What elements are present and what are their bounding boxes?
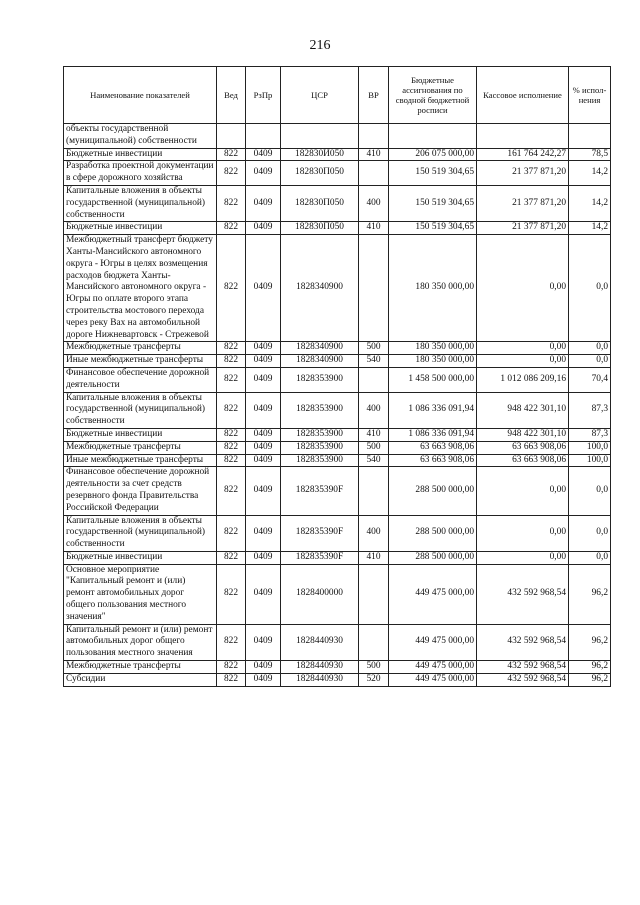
header-vr: ВР (359, 67, 389, 124)
cell-pct: 0,0 (569, 467, 611, 515)
cell-name: Межбюджетные трансферты (64, 441, 217, 454)
cell-vr: 400 (359, 515, 389, 551)
header-csr: ЦСР (281, 67, 359, 124)
table-row (64, 392, 611, 428)
cell-pct: 96,2 (569, 564, 611, 624)
cell-name: Субсидии (64, 673, 217, 686)
cell-assign: 1 086 336 091,94 (389, 392, 477, 428)
table-row (64, 185, 611, 221)
cell-assign: 1 458 500 000,00 (389, 367, 477, 392)
cell-pct: 70,4 (569, 367, 611, 392)
cell-pct: 14,2 (569, 222, 611, 235)
budget-table (63, 66, 611, 687)
table-row (64, 148, 611, 161)
header-name: Наименование показателей (64, 67, 217, 124)
cell-rzpr: 0409 (246, 467, 281, 515)
cell-vr: 500 (359, 342, 389, 355)
cell-rzpr: 0409 (246, 515, 281, 551)
cell-vr: 540 (359, 355, 389, 368)
cell-assign (389, 124, 477, 149)
cell-csr: 1828340900 (281, 342, 359, 355)
cell-vr (359, 235, 389, 342)
header-cash: Кассовое исполнение (477, 67, 569, 124)
cell-cash: 1 012 086 209,16 (477, 367, 569, 392)
cell-cash: 0,00 (477, 467, 569, 515)
cell-name: Разработка проектной документации в сфере дорожного хозяйства (64, 161, 217, 186)
cell-rzpr: 0409 (246, 454, 281, 467)
cell-ved: 822 (217, 342, 246, 355)
cell-name: Основное мероприятие "Капитальный ремонт и (или) ремонт автомобильных дорог общего пользования местного значения" (64, 564, 217, 624)
cell-ved: 822 (217, 661, 246, 674)
cell-vr: 400 (359, 185, 389, 221)
cell-pct: 0,0 (569, 355, 611, 368)
cell-cash: 948 422 301,10 (477, 428, 569, 441)
table-row (64, 355, 611, 368)
cell-pct: 100,0 (569, 441, 611, 454)
cell-ved: 822 (217, 454, 246, 467)
cell-rzpr: 0409 (246, 551, 281, 564)
cell-cash: 948 422 301,10 (477, 392, 569, 428)
cell-cash: 161 764 242,27 (477, 148, 569, 161)
cell-pct: 96,2 (569, 673, 611, 686)
cell-cash: 0,00 (477, 355, 569, 368)
table-row (64, 161, 611, 186)
cell-ved: 822 (217, 161, 246, 186)
cell-pct: 14,2 (569, 185, 611, 221)
cell-csr: 1828340900 (281, 235, 359, 342)
cell-rzpr: 0409 (246, 355, 281, 368)
cell-name: Бюджетные инвестиции (64, 148, 217, 161)
cell-assign: 180 350 000,00 (389, 355, 477, 368)
cell-pct: 14,2 (569, 161, 611, 186)
cell-assign: 449 475 000,00 (389, 564, 477, 624)
cell-ved: 822 (217, 551, 246, 564)
cell-rzpr: 0409 (246, 564, 281, 624)
cell-cash: 0,00 (477, 342, 569, 355)
table-row (64, 235, 611, 342)
cell-assign: 449 475 000,00 (389, 624, 477, 660)
cell-pct: 96,2 (569, 624, 611, 660)
cell-vr: 540 (359, 454, 389, 467)
cell-csr (281, 124, 359, 149)
cell-assign: 449 475 000,00 (389, 661, 477, 674)
cell-vr (359, 624, 389, 660)
cell-ved: 822 (217, 235, 246, 342)
cell-pct: 87,3 (569, 392, 611, 428)
cell-pct: 87,3 (569, 428, 611, 441)
cell-cash: 21 377 871,20 (477, 185, 569, 221)
cell-name: Межбюджетные трансферты (64, 342, 217, 355)
cell-cash: 432 592 968,54 (477, 624, 569, 660)
table-row (64, 222, 611, 235)
cell-cash: 63 663 908,06 (477, 454, 569, 467)
cell-ved: 822 (217, 564, 246, 624)
cell-cash: 432 592 968,54 (477, 661, 569, 674)
cell-cash: 432 592 968,54 (477, 673, 569, 686)
header-pct: % испол-нения (569, 67, 611, 124)
cell-cash: 0,00 (477, 515, 569, 551)
cell-rzpr: 0409 (246, 624, 281, 660)
header-rzpr: РзПр (246, 67, 281, 124)
cell-name: Капитальные вложения в объекты государственной (муниципальной) собственности (64, 392, 217, 428)
cell-cash: 63 663 908,06 (477, 441, 569, 454)
table-row (64, 467, 611, 515)
cell-name: Межбюджетные трансферты (64, 661, 217, 674)
cell-rzpr: 0409 (246, 161, 281, 186)
header-assign: Бюджетные ассигнования по сводной бюджетной росписи (389, 67, 477, 124)
cell-rzpr: 0409 (246, 222, 281, 235)
cell-name: Иные межбюджетные трансферты (64, 355, 217, 368)
cell-rzpr: 0409 (246, 185, 281, 221)
cell-rzpr: 0409 (246, 661, 281, 674)
table-row (64, 564, 611, 624)
cell-pct: 0,0 (569, 551, 611, 564)
cell-name: объекты государственной (муниципальной) собственности (64, 124, 217, 149)
cell-assign: 63 663 908,06 (389, 441, 477, 454)
cell-assign: 288 500 000,00 (389, 467, 477, 515)
cell-name: Капитальный ремонт и (или) ремонт автомобильных дорог общего пользования местного значения (64, 624, 217, 660)
cell-assign: 288 500 000,00 (389, 551, 477, 564)
cell-ved (217, 124, 246, 149)
cell-csr: 182830П050 (281, 222, 359, 235)
cell-pct: 100,0 (569, 454, 611, 467)
cell-vr: 500 (359, 661, 389, 674)
cell-pct: 0,0 (569, 342, 611, 355)
cell-rzpr: 0409 (246, 342, 281, 355)
table-header-row (64, 67, 611, 124)
cell-name: Иные межбюджетные трансферты (64, 454, 217, 467)
cell-ved: 822 (217, 185, 246, 221)
cell-rzpr (246, 124, 281, 149)
table-row (64, 673, 611, 686)
cell-assign: 150 519 304,65 (389, 222, 477, 235)
cell-ved: 822 (217, 428, 246, 441)
table-row (64, 342, 611, 355)
cell-csr: 182835390F (281, 551, 359, 564)
cell-name: Межбюджетный трансферт бюджету Ханты-Мансийского автономного округа - Югры в целях возмещения расходов бюджета Ханты-Мансийского автономного округа - Югры по оплате второго этапа строительства мостового перехода через реку Вах на автомобильной дороге Нижневартовск - Стрежевой (64, 235, 217, 342)
table-row (64, 551, 611, 564)
cell-vr: 410 (359, 148, 389, 161)
cell-rzpr: 0409 (246, 392, 281, 428)
cell-name: Бюджетные инвестиции (64, 222, 217, 235)
cell-ved: 822 (217, 673, 246, 686)
cell-ved: 822 (217, 624, 246, 660)
cell-csr: 182830И050 (281, 148, 359, 161)
cell-csr: 182830П050 (281, 161, 359, 186)
table-row (64, 661, 611, 674)
table-row (64, 367, 611, 392)
cell-name: Финансовое обеспечение дорожной деятельности за счет средств резервного фонда Правительства Российской Федерации (64, 467, 217, 515)
cell-csr: 1828440930 (281, 661, 359, 674)
cell-assign: 1 086 336 091,94 (389, 428, 477, 441)
cell-assign: 180 350 000,00 (389, 342, 477, 355)
cell-rzpr: 0409 (246, 441, 281, 454)
cell-csr: 1828353900 (281, 454, 359, 467)
cell-vr: 400 (359, 392, 389, 428)
cell-cash: 432 592 968,54 (477, 564, 569, 624)
cell-csr: 1828353900 (281, 441, 359, 454)
cell-pct: 96,2 (569, 661, 611, 674)
page-number: 216 (309, 38, 331, 53)
cell-assign: 180 350 000,00 (389, 235, 477, 342)
table-row (64, 454, 611, 467)
cell-rzpr: 0409 (246, 367, 281, 392)
cell-csr: 1828340900 (281, 355, 359, 368)
cell-csr: 182830П050 (281, 185, 359, 221)
table-row (64, 124, 611, 149)
cell-csr: 1828440930 (281, 624, 359, 660)
cell-cash: 21 377 871,20 (477, 222, 569, 235)
cell-vr (359, 367, 389, 392)
cell-vr: 520 (359, 673, 389, 686)
cell-ved: 822 (217, 392, 246, 428)
cell-vr: 500 (359, 441, 389, 454)
cell-csr: 1828400000 (281, 564, 359, 624)
cell-csr: 182835390F (281, 515, 359, 551)
cell-cash: 0,00 (477, 551, 569, 564)
cell-ved: 822 (217, 515, 246, 551)
cell-pct (569, 124, 611, 149)
cell-assign: 449 475 000,00 (389, 673, 477, 686)
cell-ved: 822 (217, 355, 246, 368)
header-ved: Вед (217, 67, 246, 124)
cell-rzpr: 0409 (246, 673, 281, 686)
cell-vr: 410 (359, 222, 389, 235)
cell-csr: 1828440930 (281, 673, 359, 686)
table-row (64, 428, 611, 441)
cell-name: Капитальные вложения в объекты государственной (муниципальной) собственности (64, 515, 217, 551)
cell-vr (359, 467, 389, 515)
table-row (64, 441, 611, 454)
cell-assign: 288 500 000,00 (389, 515, 477, 551)
cell-assign: 150 519 304,65 (389, 185, 477, 221)
cell-rzpr: 0409 (246, 148, 281, 161)
cell-rzpr: 0409 (246, 235, 281, 342)
cell-vr (359, 124, 389, 149)
table-row (64, 515, 611, 551)
table-row (64, 624, 611, 660)
cell-vr (359, 564, 389, 624)
cell-assign: 63 663 908,06 (389, 454, 477, 467)
cell-name: Капитальные вложения в объекты государственной (муниципальной) собственности (64, 185, 217, 221)
cell-csr: 1828353900 (281, 367, 359, 392)
cell-ved: 822 (217, 467, 246, 515)
cell-rzpr: 0409 (246, 428, 281, 441)
cell-assign: 206 075 000,00 (389, 148, 477, 161)
cell-name: Бюджетные инвестиции (64, 428, 217, 441)
cell-ved: 822 (217, 222, 246, 235)
cell-pct: 0,0 (569, 515, 611, 551)
cell-pct: 78,5 (569, 148, 611, 161)
cell-name: Финансовое обеспечение дорожной деятельности (64, 367, 217, 392)
cell-vr: 410 (359, 428, 389, 441)
cell-vr (359, 161, 389, 186)
cell-pct: 0,0 (569, 235, 611, 342)
cell-vr: 410 (359, 551, 389, 564)
cell-ved: 822 (217, 441, 246, 454)
cell-csr: 1828353900 (281, 392, 359, 428)
cell-csr: 182835390F (281, 467, 359, 515)
cell-csr: 1828353900 (281, 428, 359, 441)
cell-ved: 822 (217, 367, 246, 392)
cell-cash: 0,00 (477, 235, 569, 342)
cell-assign: 150 519 304,65 (389, 161, 477, 186)
cell-cash: 21 377 871,20 (477, 161, 569, 186)
cell-cash (477, 124, 569, 149)
cell-name: Бюджетные инвестиции (64, 551, 217, 564)
cell-ved: 822 (217, 148, 246, 161)
